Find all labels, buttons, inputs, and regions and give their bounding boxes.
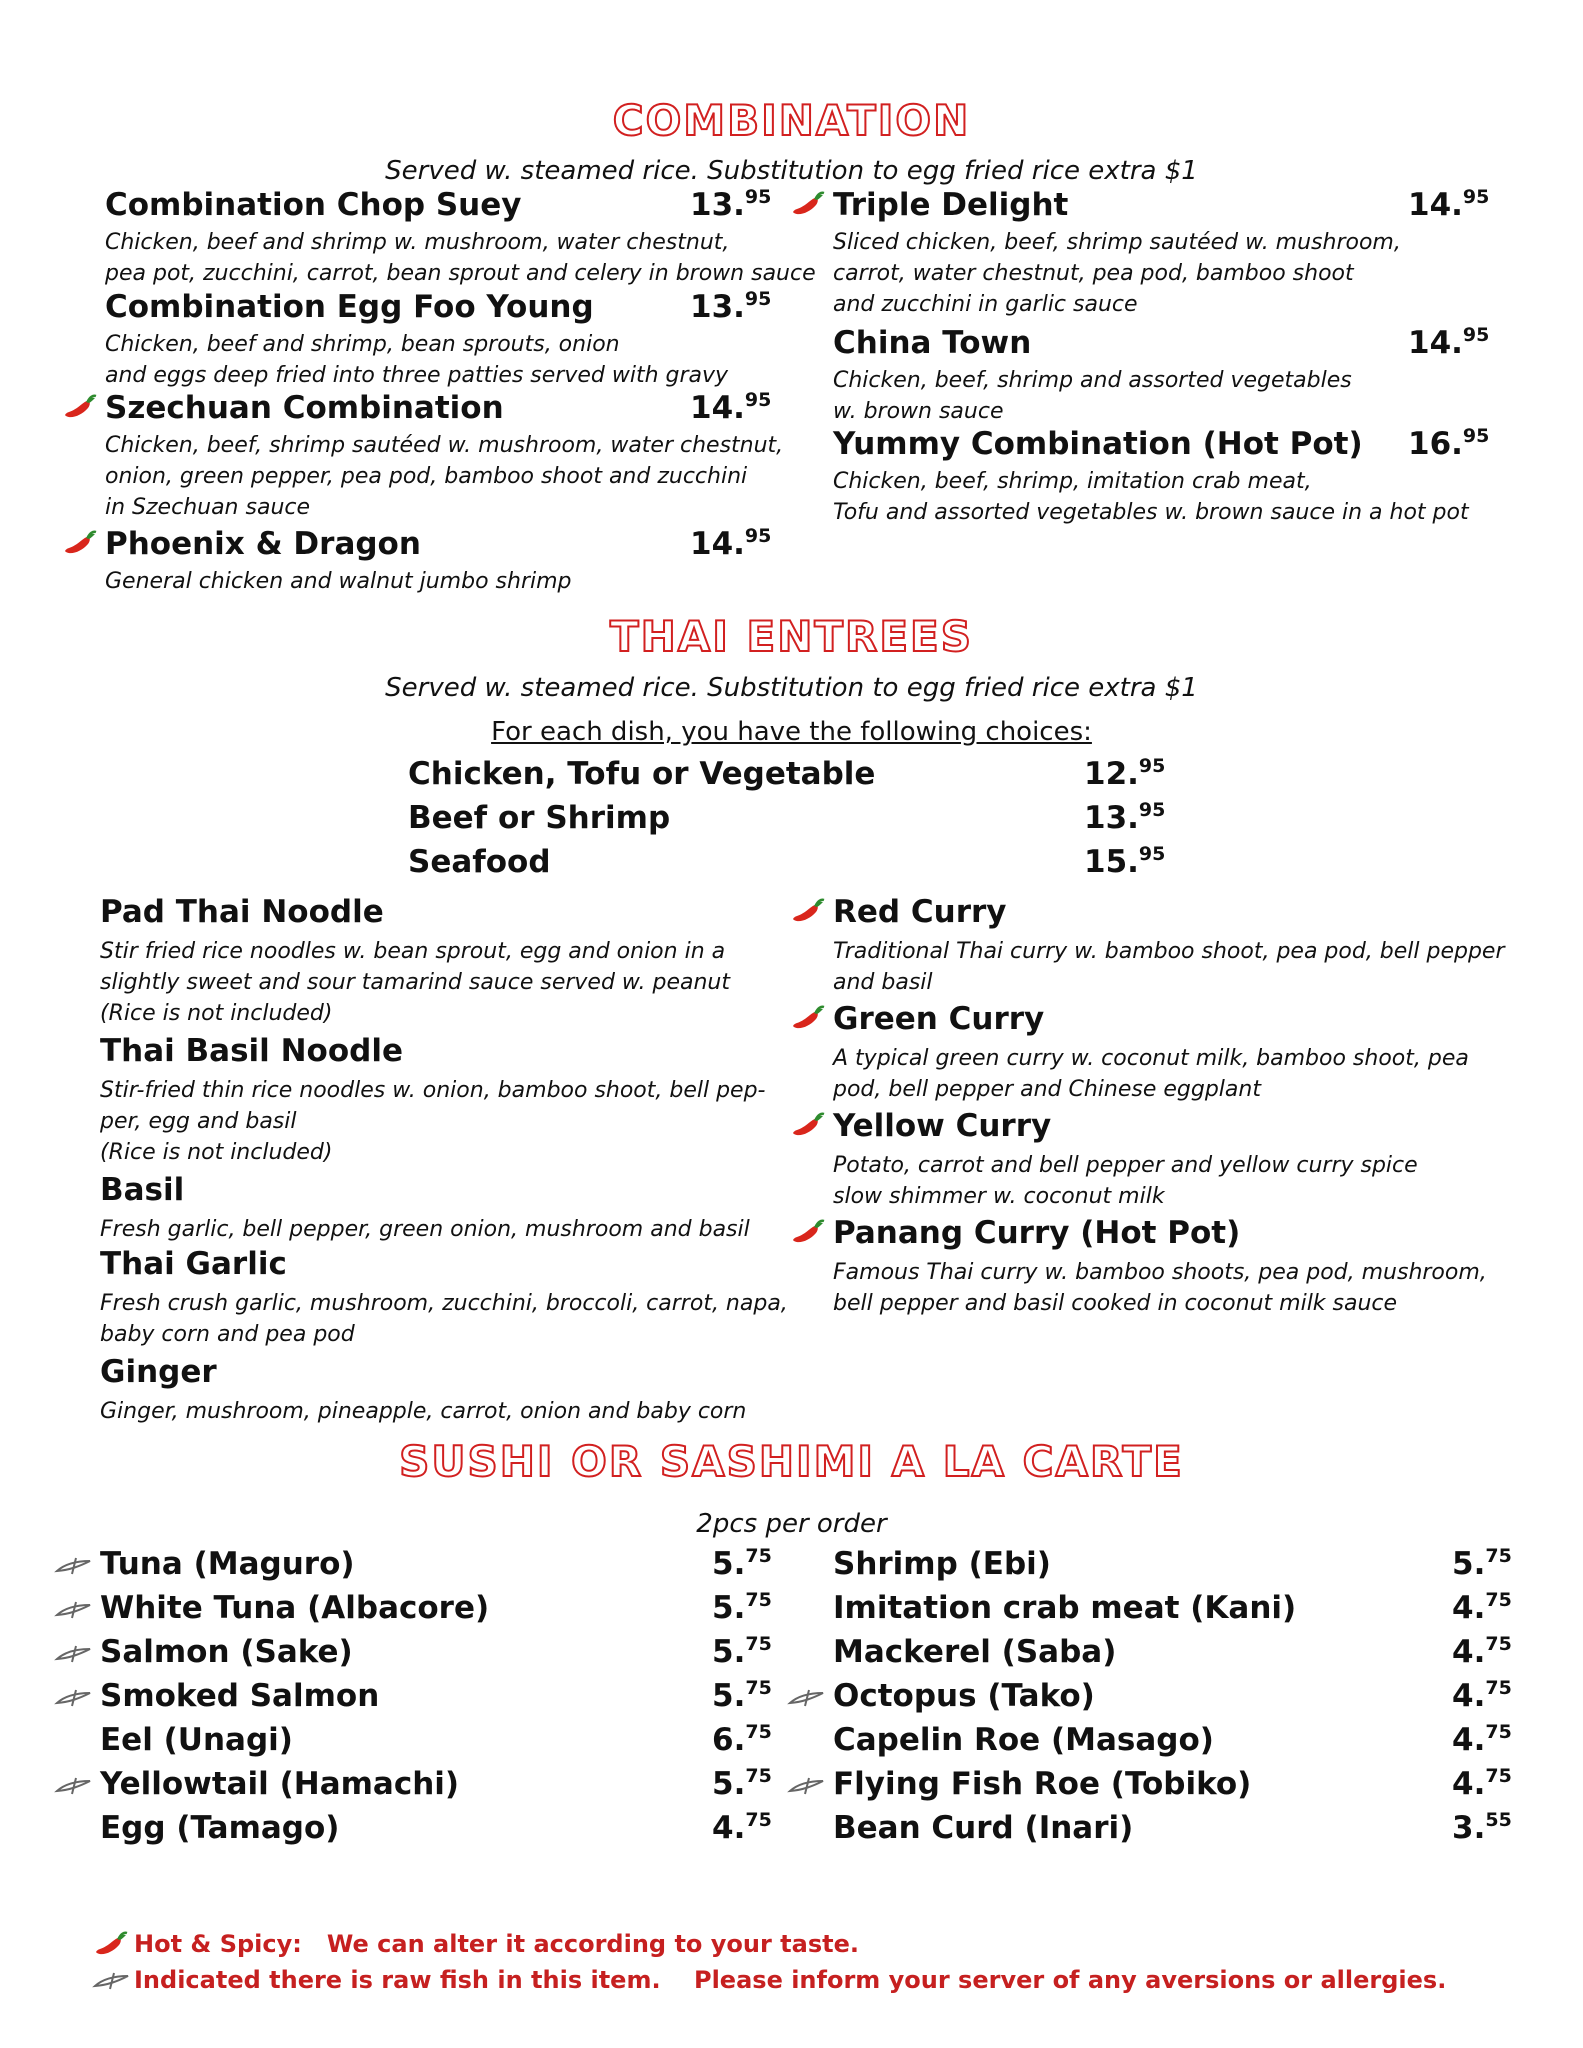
menu-item-description: Famous Thai curry w. bamboo shoots, pea pod, mushroom,	[833, 1260, 1487, 1285]
price-cents: 95	[1462, 425, 1490, 447]
menu-item-name: Flying Fish Roe (Tobiko)	[833, 1766, 1252, 1802]
menu-item-price	[690, 186, 771, 224]
menu-item-name: Triple Delight	[833, 187, 1069, 223]
menu-item-description: slightly sweet and sour tamarind sauce served w. peanut	[100, 970, 730, 995]
menu-item-description: Stir-fried thin rice noodles w. onion, bamboo shoot, bell pep-	[100, 1078, 766, 1103]
chili-pepper-icon	[63, 394, 99, 426]
price-dollars: 4.	[1452, 1766, 1486, 1802]
price-dollars: 5.	[712, 1634, 746, 1670]
raw-fish-icon	[54, 1773, 94, 1801]
menu-item-price	[1452, 1589, 1512, 1627]
price-dollars: 15.	[1084, 844, 1139, 880]
raw-fish-icon	[92, 1968, 132, 1996]
menu-item-description: (Rice is not included)	[100, 1001, 333, 1026]
menu-item-description: Stir fried rice noodles w. bean sprout, egg and onion in a	[100, 939, 726, 964]
menu-item-description: Chicken, beef and shrimp, bean sprouts, onion	[105, 332, 620, 357]
menu-item-description: Fresh garlic, bell pepper, green onion, mushroom and basil	[100, 1217, 750, 1242]
menu-item-description: Traditional Thai curry w. bamboo shoot, pea pod, bell pepper	[833, 939, 1505, 964]
raw-fish-icon	[54, 1553, 94, 1581]
chili-pepper-icon	[63, 530, 99, 562]
price-dollars: 3.	[1452, 1810, 1486, 1846]
menu-item-name: Combination Chop Suey	[105, 187, 522, 223]
menu-item-price	[1452, 1809, 1512, 1847]
price-cents: 75	[745, 1765, 772, 1787]
menu-item-name: Yummy Combination (Hot Pot)	[833, 426, 1363, 462]
menu-item-price	[1408, 186, 1489, 224]
price-cents: 95	[1138, 843, 1166, 865]
menu-item-price	[712, 1677, 772, 1715]
menu-item-price	[1452, 1633, 1512, 1671]
menu-item-price	[712, 1545, 772, 1583]
menu-item-price	[1452, 1677, 1512, 1715]
price-dollars: 4.	[1452, 1634, 1486, 1670]
menu-item-description: Chicken, beef, shrimp, imitation crab meat,	[833, 469, 1312, 494]
menu-item-name: Tuna (Maguro)	[100, 1546, 355, 1582]
menu-item-price	[1452, 1721, 1512, 1759]
menu-item-description: in Szechuan sauce	[105, 495, 311, 520]
combination-heading: COMBINATION	[612, 96, 971, 145]
chili-pepper-icon	[791, 898, 827, 930]
price-dollars: 16.	[1408, 426, 1463, 462]
sushi-note: 2pcs per order	[696, 1509, 887, 1539]
menu-item-price	[1452, 1765, 1512, 1803]
menu-item-name: Imitation crab meat (Kani)	[833, 1590, 1297, 1626]
price-dollars: 5.	[1452, 1546, 1486, 1582]
menu-item-name: Basil	[100, 1172, 185, 1208]
price-dollars: 5.	[712, 1546, 746, 1582]
price-dollars: 14.	[690, 390, 745, 426]
price-dollars: 13.	[1084, 800, 1139, 836]
menu-item-price	[690, 525, 771, 563]
price-cents: 95	[744, 288, 772, 310]
price-cents: 95	[744, 525, 772, 547]
chili-pepper-icon	[791, 1112, 827, 1144]
price-cents: 95	[1138, 755, 1166, 777]
menu-item-description: and zucchini in garlic sauce	[833, 292, 1138, 317]
price-cents: 55	[1485, 1809, 1512, 1831]
menu-item-price	[1408, 425, 1489, 463]
price-cents: 75	[1485, 1545, 1512, 1567]
menu-item-price	[712, 1721, 772, 1759]
legend-raw-text: Indicated there is raw fish in this item. Please inform your server of any aversions or allergies.	[134, 1966, 1447, 1994]
menu-item-description: w. brown sauce	[833, 399, 1004, 424]
menu-item-description: Chicken, beef, shrimp and assorted vegetables	[833, 368, 1352, 393]
menu-item-description: (Rice is not included)	[100, 1140, 333, 1165]
menu-item-name: Yellow Curry	[833, 1108, 1052, 1144]
chili-pepper-icon	[791, 1005, 827, 1037]
menu-item-name: Bean Curd (Inari)	[833, 1810, 1134, 1846]
menu-item-price	[1408, 324, 1489, 362]
thai-choice-name: Chicken, Tofu or Vegetable	[408, 756, 876, 792]
price-cents: 95	[1462, 186, 1490, 208]
menu-item-description: Chicken, beef and shrimp w. mushroom, water chestnut,	[105, 230, 730, 255]
thai-note: Served w. steamed rice. Substitution to egg fried rice extra $1	[385, 673, 1198, 703]
price-cents: 95	[744, 389, 772, 411]
menu-item-description: and eggs deep fried into three patties served with gravy	[105, 363, 729, 388]
menu-item-name: Capelin Roe (Masago)	[833, 1722, 1214, 1758]
price-dollars: 14.	[1408, 187, 1463, 223]
price-dollars: 5.	[712, 1678, 746, 1714]
legend-spicy-text: Hot & Spicy: We can alter it according to your taste.	[134, 1930, 859, 1958]
menu-item-description: slow shimmer w. coconut milk	[833, 1184, 1165, 1209]
menu-item-name: Ginger	[100, 1354, 217, 1390]
price-cents: 75	[745, 1809, 772, 1831]
menu-item-price	[712, 1589, 772, 1627]
price-dollars: 14.	[1408, 325, 1463, 361]
menu-item-price	[1084, 755, 1165, 793]
sushi-heading: SUSHI OR SASHIMI A LA CARTE	[399, 1437, 1184, 1486]
menu-item-name: Yellowtail (Hamachi)	[100, 1766, 460, 1802]
price-cents: 75	[1485, 1633, 1512, 1655]
menu-item-description: carrot, water chestnut, pea pod, bamboo shoot	[833, 261, 1354, 286]
menu-item-price	[712, 1633, 772, 1671]
price-dollars: 14.	[690, 526, 745, 562]
menu-item-name: China Town	[833, 325, 1032, 361]
raw-fish-icon	[54, 1597, 94, 1625]
chili-pepper-icon	[94, 1931, 130, 1963]
menu-item-name: Combination Egg Foo Young	[105, 289, 594, 325]
price-cents: 75	[1485, 1721, 1512, 1743]
menu-item-price	[690, 389, 771, 427]
price-cents: 75	[745, 1589, 772, 1611]
price-cents: 75	[745, 1633, 772, 1655]
menu-item-name: Thai Basil Noodle	[100, 1033, 403, 1069]
menu-item-description: Tofu and assorted vegetables w. brown sauce in a hot pot	[833, 500, 1469, 525]
menu-item-price	[712, 1809, 772, 1847]
chili-pepper-icon	[791, 1219, 827, 1251]
chili-pepper-icon	[791, 191, 827, 223]
price-dollars: 4.	[1452, 1678, 1486, 1714]
menu-item-description: onion, green pepper, pea pod, bamboo shoot and zucchini	[105, 464, 748, 489]
price-dollars: 4.	[712, 1810, 746, 1846]
menu-item-name: Octopus (Tako)	[833, 1678, 1095, 1714]
menu-item-description: Potato, carrot and bell pepper and yellow curry spice	[833, 1153, 1418, 1178]
menu-item-description: and basil	[833, 970, 933, 995]
thai-choice-name: Beef or Shrimp	[408, 800, 671, 836]
price-cents: 95	[1138, 799, 1166, 821]
menu-item-description: Sliced chicken, beef, shrimp sautéed w. mushroom,	[833, 230, 1401, 255]
menu-item-name: Szechuan Combination	[105, 390, 504, 426]
menu-item-description: General chicken and walnut jumbo shrimp	[105, 569, 572, 594]
menu-item-name: Panang Curry (Hot Pot)	[833, 1215, 1241, 1251]
menu-item-description: A typical green curry w. coconut milk, bamboo shoot, pea	[833, 1046, 1469, 1071]
price-cents: 95	[744, 186, 772, 208]
menu-item-price	[1084, 843, 1165, 881]
menu-item-name: Phoenix & Dragon	[105, 526, 421, 562]
menu-item-description: bell pepper and basil cooked in coconut milk sauce	[833, 1291, 1398, 1316]
menu-item-description: Chicken, beef, shrimp sautéed w. mushroom, water chestnut,	[105, 433, 784, 458]
thai-heading: THAI ENTREES	[609, 612, 973, 661]
price-dollars: 4.	[1452, 1722, 1486, 1758]
price-cents: 75	[745, 1721, 772, 1743]
price-cents: 95	[1462, 324, 1490, 346]
price-cents: 75	[1485, 1677, 1512, 1699]
menu-item-name: Smoked Salmon	[100, 1678, 380, 1714]
menu-item-price	[1084, 799, 1165, 837]
price-dollars: 5.	[712, 1590, 746, 1626]
menu-item-price	[1452, 1545, 1512, 1583]
price-cents: 75	[745, 1677, 772, 1699]
menu-item-description: Fresh crush garlic, mushroom, zucchini, broccoli, carrot, napa,	[100, 1291, 788, 1316]
menu-item-name: Shrimp (Ebi)	[833, 1546, 1051, 1582]
menu-item-name: Red Curry	[833, 894, 1007, 930]
menu-item-description: pod, bell pepper and Chinese eggplant	[833, 1077, 1261, 1102]
menu-item-price	[712, 1765, 772, 1803]
raw-fish-icon	[54, 1641, 94, 1669]
menu-item-description: baby corn and pea pod	[100, 1322, 355, 1347]
menu-item-name: Salmon (Sake)	[100, 1634, 353, 1670]
menu-item-description: pea pot, zucchini, carrot, bean sprout and celery in brown sauce	[105, 261, 816, 286]
price-dollars: 13.	[690, 289, 745, 325]
menu-item-name: White Tuna (Albacore)	[100, 1590, 490, 1626]
raw-fish-icon	[54, 1685, 94, 1713]
thai-choice-name: Seafood	[408, 844, 551, 880]
price-cents: 75	[745, 1545, 772, 1567]
raw-fish-icon	[787, 1685, 827, 1713]
menu-item-price	[690, 288, 771, 326]
menu-item-description: per, egg and basil	[100, 1109, 297, 1134]
menu-item-name: Thai Garlic	[100, 1246, 287, 1282]
menu-item-name: Eel (Unagi)	[100, 1722, 293, 1758]
price-dollars: 6.	[712, 1722, 746, 1758]
menu-item-name: Egg (Tamago)	[100, 1810, 340, 1846]
menu-item-description: Ginger, mushroom, pineapple, carrot, onion and baby corn	[100, 1399, 747, 1424]
raw-fish-icon	[787, 1773, 827, 1801]
price-cents: 75	[1485, 1589, 1512, 1611]
price-dollars: 4.	[1452, 1590, 1486, 1626]
menu-item-name: Pad Thai Noodle	[100, 894, 384, 930]
menu-item-name: Mackerel (Saba)	[833, 1634, 1117, 1670]
thai-choices-heading: For each dish, you have the following choices:	[491, 717, 1092, 747]
price-cents: 75	[1485, 1765, 1512, 1787]
price-dollars: 5.	[712, 1766, 746, 1802]
menu-item-name: Green Curry	[833, 1001, 1045, 1037]
price-dollars: 12.	[1084, 756, 1139, 792]
combination-note: Served w. steamed rice. Substitution to egg fried rice extra $1	[385, 156, 1198, 186]
price-dollars: 13.	[690, 187, 745, 223]
